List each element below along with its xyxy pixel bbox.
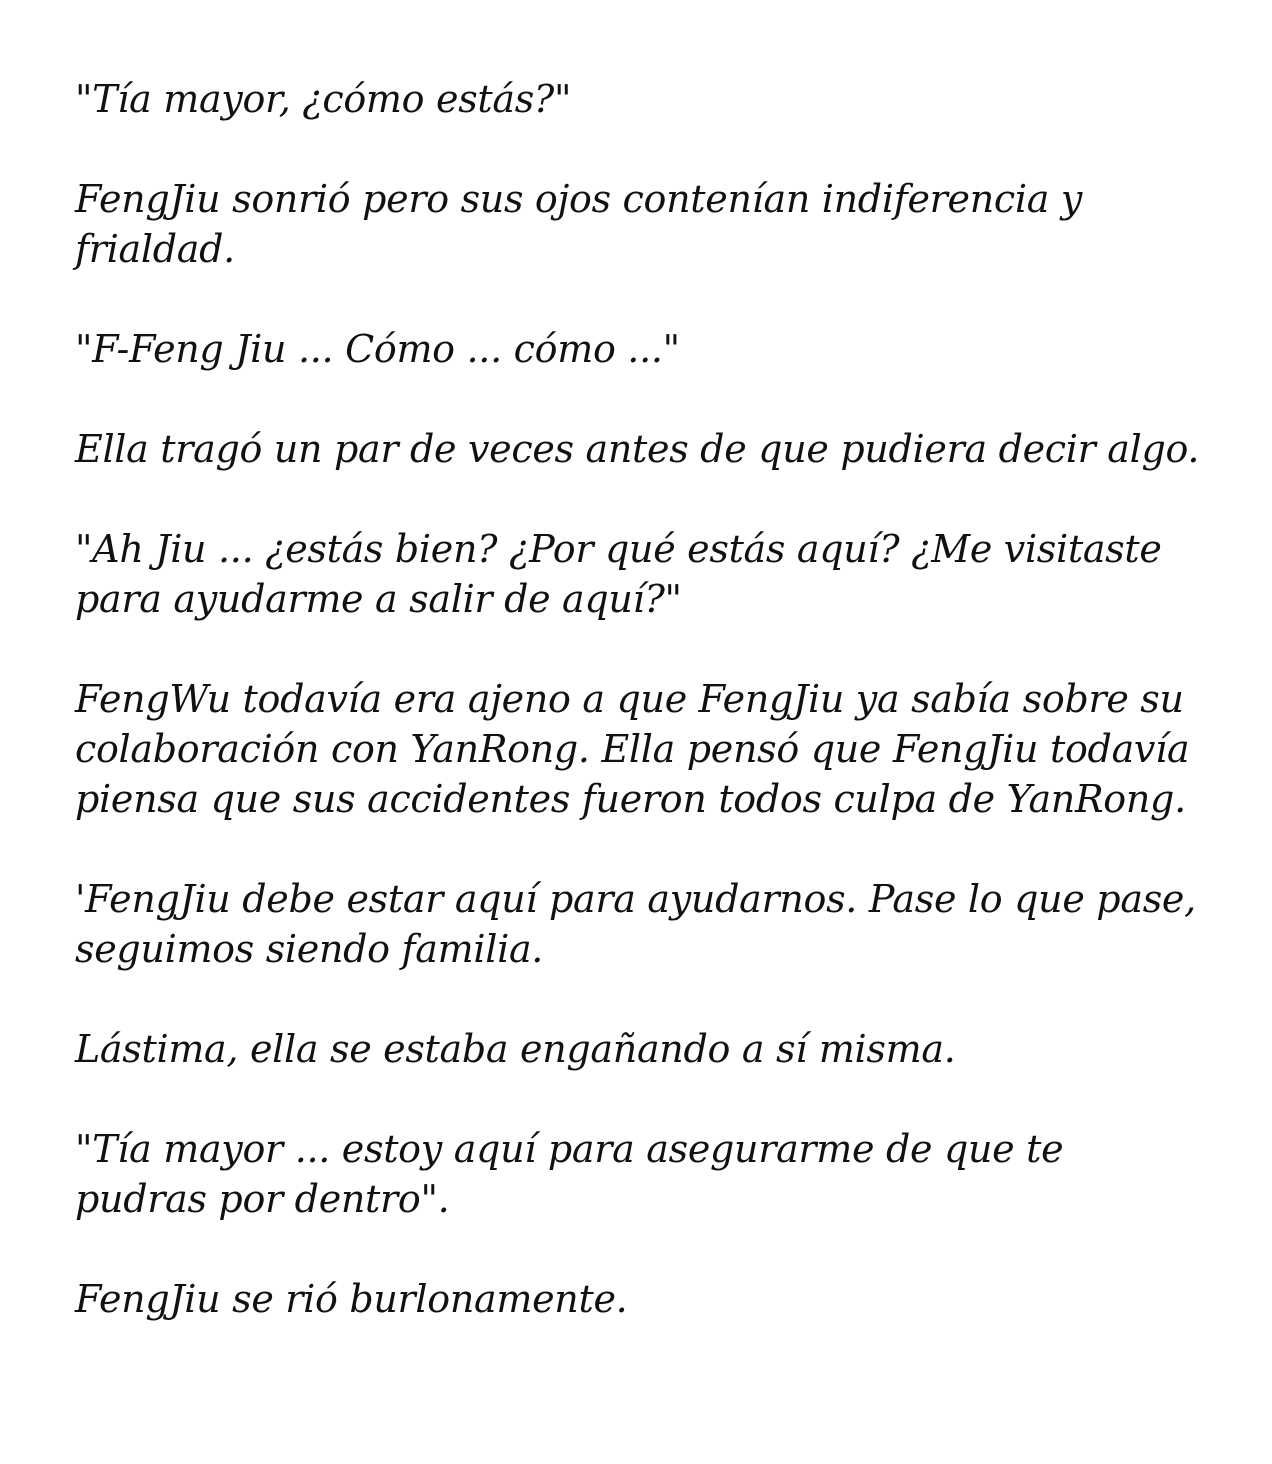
paragraph-4: Ella tragó un par de veces antes de que pudiera decir algo. bbox=[75, 427, 1200, 471]
paragraph-5: "Ah Jiu ... ¿estás bien? ¿Por qué estás aquí? ¿Me visitaste para ayudarme a salir de aquí?" bbox=[75, 527, 1162, 621]
paragraph-3: "F-Feng Jiu ... Cómo ... cómo ..." bbox=[75, 327, 680, 371]
text-column bbox=[75, 74, 1205, 1374]
paragraph-10: FengJiu se rió burlonamente. bbox=[75, 1277, 628, 1321]
paragraph-6: FengWu todavía era ajeno a que FengJiu ya sabía sobre su colaboración con YanRong. Ella pensó que FengJiu todavía piensa que sus accidentes fueron todos culpa de YanRong. bbox=[75, 677, 1190, 821]
paragraph-8: Lástima, ella se estaba engañando a sí misma. bbox=[75, 1027, 956, 1071]
paragraph-2: FengJiu sonrió pero sus ojos contenían indiferencia y frialdad. bbox=[75, 177, 1083, 271]
paragraph-1: "Tía mayor, ¿cómo estás?" bbox=[75, 77, 572, 121]
paragraph-9: "Tía mayor ... estoy aquí para asegurarme de que te pudras por dentro". bbox=[75, 1127, 1064, 1221]
paragraph-7: 'FengJiu debe estar aquí para ayudarnos. Pase lo que pase, seguimos siendo familia. bbox=[75, 877, 1196, 971]
